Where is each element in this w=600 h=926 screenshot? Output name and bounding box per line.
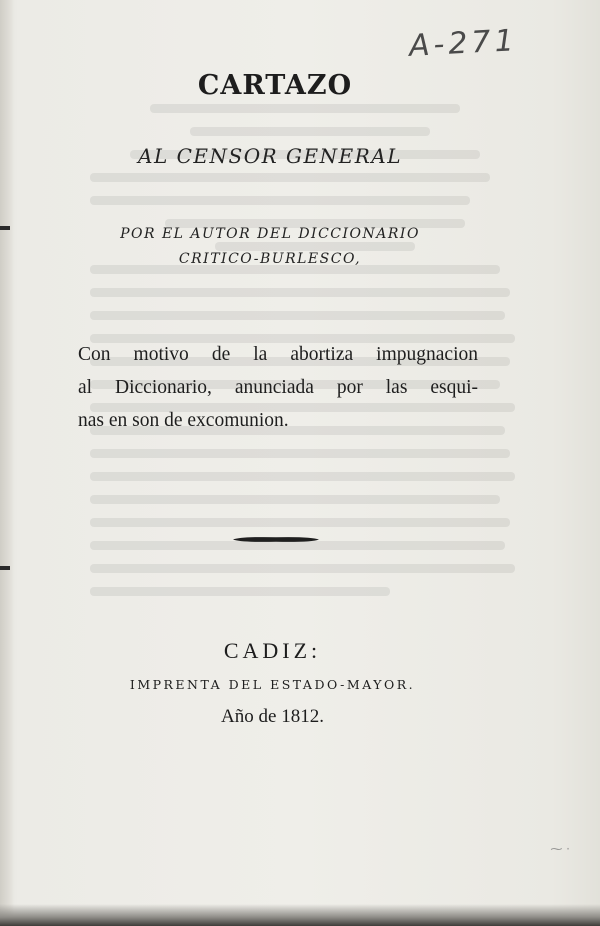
margin-tab-mark [0, 226, 10, 230]
motive-line-3: nas en son de excomunion. [78, 410, 289, 431]
pencil-scribble: ⁓ · [550, 842, 570, 856]
motive-paragraph [78, 338, 478, 437]
imprint-year: Año de 1812. [221, 706, 324, 727]
imprint-city: CADIZ: [223, 638, 322, 663]
motive-line-2: al Diccionario, anunciada por las esqui- [78, 377, 478, 398]
page-spine-edge [0, 0, 14, 926]
handwritten-call-number: A-271 [408, 23, 519, 64]
author-line-2: CRITICO-BURLESCO, [178, 251, 362, 267]
motive-line-1: Con motivo de la abortiza impugnacion [78, 344, 478, 365]
ornamental-divider [233, 536, 319, 543]
subtitle: AL CENSOR GENERAL [138, 144, 402, 168]
page-title: CARTAZO [197, 70, 353, 101]
page-bottom-edge [0, 904, 600, 926]
imprint-printer: IMPRENTA DEL ESTADO-MAYOR. [129, 677, 416, 692]
author-attribution [0, 222, 540, 272]
author-line-1: POR EL AUTOR DEL DICCIONARIO [120, 226, 420, 242]
margin-tab-mark [0, 566, 10, 570]
